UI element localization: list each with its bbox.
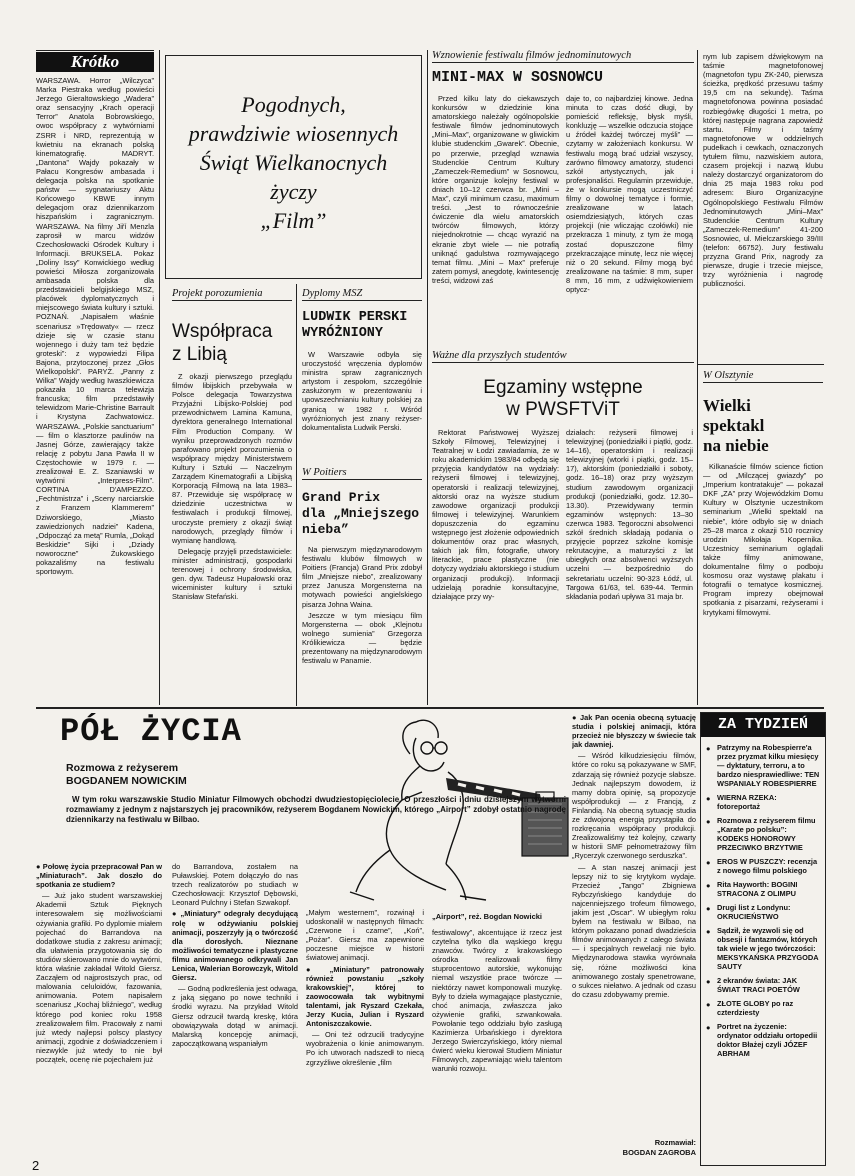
bullet-icon: ● [706,977,711,986]
minimax-title: MINI-MAX W SOSNOWCU [432,69,604,86]
polzycia-col-1 [36,862,162,1162]
list-item: ● WIERNA RZEKA: fotoreportaż [706,793,777,811]
greeting-line-3: Świąt Wielkanocnych [199,150,388,175]
wielki-body [703,462,823,705]
wspolpraca-kicker: Projekt porozumienia [172,288,292,301]
wielki-title [703,396,823,456]
wspolpraca-title-1: Współpraca [172,321,273,342]
krotko-title: Krótko [36,52,154,72]
bullet-icon: ● [172,909,181,919]
minimax-col-2 [566,94,693,369]
polzycia-col-5 [572,713,696,1113]
za-tydzien-box [700,712,826,1166]
bullet-icon: ● [706,858,711,867]
bullet-icon: ● [306,964,330,974]
question-4 [572,713,696,749]
greeting-line-1: Pogodnych, [241,92,346,117]
column-rule-1 [159,50,160,705]
column-rule-3 [697,50,698,705]
za-tydzien-title: ZA TYDZIEŃ [701,713,825,737]
grandprix-title-2: dla „Mniejszego [302,506,420,521]
page-number: 2 [32,1158,40,1173]
list-item: ● ZŁOTE GLOBY po raz czterdziesty [706,999,794,1017]
grandprix-body [302,545,422,705]
greeting-line-4: życzy [270,179,317,204]
minimax-text-2: daje to, co najbardziej kinowe. Jedna minuta to czas dość długi, by pomieścić refleksję, błysk myśli, konkluzję — wszelkie odczucia stojące u źródeł każdej twórczej myśli” — czytamy w założeniach konkursu. W festiwalu mogą brać udział wszyscy, zarówno filmowcy amatorzy, studenci szkół artystycznych, jak i profesjonaliści. Regulamin przewiduje, że w konkursie mogą uczestniczyć filmy o dowolnej tematyce i formie, zrealizowane w latach osiemdziesiątych, których czas projekcji (nie wliczając czołówki) nie przekracza 1 minuty, z tym że mogą zostać dopuszczone filmy przekraczające minutę, lecz nie więcej niż o 20 sekund. Filmy mogą być zrealizowane na taśmie: 8 mm, super 8 mm, 16 mm, z udźwiękowieniem optycz- [566,94,693,294]
wielki-title-1: Wielki [703,396,751,415]
za-tydzien-list [706,743,820,1058]
egzaminy-kicker: Ważne dla przyszłych studentów [432,350,694,363]
egzaminy-title-1: Egzaminy wstępne [483,377,643,398]
credit [572,1138,696,1158]
list-item: ● Sądził, że wyzwoli się od obsesji i fantazmów, których tak wiele w jego twórczości: MEKSYKAŃSKA PRZYGODA SAUTY [706,926,819,971]
list-item: ● Drugi list z Londynu: OKRUCIEŃSTWO [706,903,791,921]
wspolpraca-p1: Z okazji pierwszego przeglądu filmów libijskich przebywała w Polsce delegacja Towarzystwa Przyjaźni Libijsko-Polskiej pod przewodnictwem Lamina Kamuna, dyrektora generalnego International Film Production Company. W wyniku przeprowadzonych rozmów parafowano projekt porozumienia o współpracy między Ministerstwem Kultury i Sztuki — Naczelnym Zarządem Kinematografii a Libijską Korporacją Filmową na lata 1983–87. Przewiduje się współpracę w dziedzinie uczestnictwa w festiwalach i produkcji filmowej, uroczyste premiery z okazji świąt narodowych, przeglądy filmów i wymianę handlową. [172,372,292,545]
egzaminy-text-2: działach: reżyserii filmowej i telewizyjnej (poniedziałki i piątki, godz. 14–16), operatorskim i realizacji telewizyjnej (wtorki i piątki, godz. 15–17), aktorskim (poniedziałki i soboty, godz. 16–18) oraz przy wyższym studium zawodowym organizacji produkcji (poniedziałki, godz. 12.30–13.30). Przewidywany termin egzaminów wstępnych: 13–30 czerwca 1983. Tegoroczni absolwenci szkół średnich składają podania o przyjęcie poprzez szkolne komisje rekrutacyjne, a maturzyści z lat ubiegłych oraz absolwenci wyższych uczelni — bezpośrednio do sekretariatu uczelni: 90-323 Łódź, ul. Targowa 61/63, tel. 639-44. Termin składania podań upływa 31 maja br. [566,428,693,601]
easter-greeting-box [165,55,422,279]
wspolpraca-body [172,372,292,704]
egzaminy-title [432,377,694,421]
perski-body [302,350,422,460]
egzaminy-text-1: Rektorat Państwowej Wyższej Szkoły Filmowej, Telewizyjnej i Teatralnej w Łodzi zawiadamia, że w roku akademickim 1983/84 odbędą się przyjęcia kandydatów na wydziały: reżyserii filmowej i telewizyjnej, operatorski i realizacji telewizyjnej, aktorski oraz na wyższe studium zawodowe organizacji produkcji filmowej i telewizyjnej. Warunkiem dopuszczenia do egzaminu wstępnego jest złożenie odpowiednich dokumentów oraz prac własnych, takich jak film, fotografie, utwory literackie, prace plastyczne (nie dotyczy wydziału aktorskiego i studium organizacji produkcji). Informacji udzielają poradnie konsultacyjne, działające przy wy- [432,428,559,601]
perski-title [302,310,424,342]
grandprix-kicker: W Poitiers [302,467,422,480]
perski-kicker: Dyplomy MSZ [302,288,422,301]
question-1-text: Połowę życia przepracował Pan w „Miniaturach”. Jak doszło do spotkania ze studiem? [36,862,162,890]
answer-1: — Już jako student warszawskiej Akademii Sztuk Pięknych interesowałem się możliwościami ożywiania grafiki. Po dyplomie miałem pojechać do Barrandova na dodatkowe studia z zakresu animacji; dla ułatwienia przygotowania się do studiów skierowano mnie do wytwórni, która właśnie zakładał Witold Giersz. Zacząłem od najprostszych prac, od malowania celuloidów, fazowania, animowania. Potem napisałem scenariusz „Kochaj bliźniego”, według którego pod koniec roku 1958 zrealizowałem film. Pracowały z nami już wtedy najlepsi polscy plastycy animacji, zgodnie z doświadczeniem i niezwykle już wtedy to nie był początek, ocenę nie pojechałem już [36,891,162,1064]
bullet-icon: ● [706,1000,711,1009]
minimax-col-3 [703,52,823,360]
polzycia-subtitle-1: Rozmowa z reżyserem [66,762,179,774]
answer-3: — Oni też odrzucili tradycyjne wyobrażenia o kinie animowanym. Po ich utworach nadszedł to niecą zgrzyźliwe określenie „film [306,1030,424,1067]
egzaminy-title-2: w PWSFTViT [506,399,620,420]
wspolpraca-title-2: z Libią [172,344,227,365]
wielki-kicker: W Olsztynie [703,370,823,383]
question-2 [172,909,298,982]
list-item: ● Portret na życzenie: ordynator oddziału ortopedii doktor Błażej czyli JÓZEF ABRHAM [706,1022,818,1058]
greeting-line-2: prawdziwie wiosennych [188,121,399,146]
wspolpraca-p2: Delegację przyjęli przedstawiciele: minister administracji, gospodarki terenowej i ochrony środowiska, gen. dyw. Tadeusz Hupałowski oraz wiceminister kultury i sztuki Stanisław Stefański. [172,546,292,602]
perski-title-2: WYRÓŻNIONY [302,326,384,341]
perski-text: W Warszawie odbyła się uroczystość wręczenia dyplomów ministra spraw zagranicznych artystom i zespołom, szczególnie zasłużonym w prezentowaniu i upowszechnianiu kultury polskiej za granicą w 1982 r. Wśród wyróżnionych jest znany reżyser-dokumentalista Ludwik Perski. [302,350,422,432]
grandprix-title-3: nieba” [302,522,349,537]
grandprix-p1: Na pierwszym międzynarodowym festiwalu klubów filmowych w Poitiers (Francja) Grand Prix zdobył film „Mniejsze niebo”, zrealizowany przez Janusza Morgensterna na motywach powieści angielskiego pisarza Johna Waina. [302,545,422,609]
bullet-icon: ● [706,1023,711,1032]
polzycia-col-3 [306,908,424,1162]
credit-label: Rozmawiał: [654,1138,696,1147]
polzycia-subtitle [66,762,296,788]
question-3-text: „Miniatury” patronowały również powstaniu „szkoły krakowskiej”, której to zaowocowała tak wybitnymi talentami, jak Ryszard Czekała, Jerzy Kucia, Julian i Ryszard Antoniszczakowie. [306,964,424,1029]
answer-4: — Wśród kilkudziesięciu filmów, które co roku są pokazywane w SMF, zdarzają się również pozycje słabsze. Jednak najlepszym dowodem, iż mamy dobra opinię, są propozycje współprodukcji — z Francją, z Finlandią. Na obecną sytuację studia ze zdwojoną energią przystąpiła do rozkręcania współpracy produkcji. Zrealizowaliśmy też kolejny, czwarty w historii SMF pełnometrażowy film „Rycerzyk czerwonego serduszka”. [572,751,696,861]
krotko-text: WARSZAWA. Horror „Wilczyca” Marka Piestraka według powieści Jerzego Gieraltowskiego „Wadera” oraz sensacyjny „Krach operacji Terror” Anatola Bobrowskiego, owoc współpracy z wytwórniami ZSRR i NRD, reprezentują w kwietniu na ekranach polską kinematografię. MADRYT. „Dantona” Wajdy pokazały w Pałacu Kongresów ambasada i delegacja polska na spotkanie państw — sygnatariuszy Aktu Końcowego KBWE innym delegacjom oraz dziennikarzom hiszpańskim i zagranicznym. WARSZAWA. Na filmy Jiří Menzla zaprosił w marcu widzów Czechosłowacki Ośrodek Kultury i Informacji. BRUKSELA. Pokaz „Doliny Issy” Konwickiego według powieści Miłosza zorganizowała ambasada polska dla przedstawicieli belgijskiego MSZ, placówek dyplomatycznych i miejscowego świata kultury i sztuki. POZNAŃ. „Napisałem właśnie scenariusz »Trędowaty« — rzecz dzieje się w czasie stanu wojennego i duży tam też będzie groteski”: z wypowiedzi Filipa Bajona, przytoczonej przez „Głos Wielkopolski”. PARYŻ. „Panny z Wilka” Wajdy według Iwaszkiewicza pokazała 10 marca telewizja francuska; film przedstawiły telewidzom Marie-Christine Barrault i Krystyna Zachwatowicz. WARSZAWA. „Polskie sanctuarium” — film o klasztorze paulinów na Jasnej Górze, zawierający także relację z pobytu Jana Pawła II w Częstochowie w 1979 r. — zrealizował E. Z. Szaniawski w wytwórni „Interpress-Film”. CORTINA D'AMPEZZO. „Fechtmistrza” i „Sceny narciarskie z Franzem Klammerem” Dziworskiego, „Miasto zawiedzionych nadziei” Kadena, „Odpocząć za metą” Rumla, „Dokąd Beskidzie” Sijki i „Dziady noworoczne” Żukowskiego pokazaliśmy na festiwalu sportowym. [36,76,154,577]
wielki-text: Kilkanaście filmów science fiction — od „Milczącej gwiazdy” po „Imperium kontratakuje” — pokazał DKF „ZA” przy Wojewódzkim Domu Kultury w Olsztynie uczestnikom seminarium „Wielki spektakl na niebie”, które odbyło się w dniach 25–28 marca z okazji 510 rocznicy urodzin Mikołaja Kopernika. Uczestnicy seminarium oglądali także filmy animowane, dokumentalne filmy o podboju kosmosu oraz wystawę plakatu i fotografii o tematyce kosmicznej. Program imprezy obejmował spotkania z pisarzami, reżyserami i krytykami filmowymi. [703,462,823,617]
bullet-icon: ● [572,713,581,722]
bullet-icon: ● [706,794,711,803]
grandprix-title [302,490,424,538]
column-rule-inner [296,284,297,706]
minimax-col-1 [432,94,559,369]
question-2-text: „Miniatury” odegrały decydującą rolę w odżywianiu polskiej animacji, poszerzyły ją o twórczość dla dorosłych. Nieznane możliwości tematyczne i plastyczne filmu animowanego odkrywali Jan Lenica, Walerian Borowczyk, Witold Giersz. [172,909,298,983]
egzaminy-col-2 [566,428,693,705]
list-item: ● 2 ekranów świata: JAK ŚWIAT TRACI POETÓW [706,976,800,994]
answer-2: — Godną podkreślenia jest odwaga, z jaką sięgano po nowe techniki i środki wyrazu. Na przykład Witold Giersz odrzucił twardą kreskę, która obowiązywała dotąd w animacji. Malarską koncepcję animacji, zapoczątkowaną wspaniałym [172,984,298,1048]
list-item: ● Rozmowa z reżyserem filmu „Karate po polsku”: KODEKS HONOROWY PRZECIWKO BRZYTWIE [706,816,816,852]
minimax-text-1: Przed kilku laty do ciekawszych konkursów w dziedzinie kina amatorskiego należały ogólnopolskie festiwale filmów jednominutowych „Mini–Max”, organizowane w gliwickim klubie studenckim „Gwarek”. Obecnie, po przerwie, przegląd wznawia Studenckie Centrum Kultury „Zameczek-Remedium” w Sosnowcu, które organizuje kolejny festiwal w dniach 10–12 czerwca br. „Mini – Max”, czyli minimum czasu, maximum treści. „Jest to równocześnie ćwiczenie dla wielu amatorskich twórców filmowych, którzy niejednokrotnie — chcąc wyrazić na ekranie zbyt wiele — nie potrafią uniknąć gadulstwa rozmywającego temat filmu. „Mini – Max” preferuje zatem pomysł, anegdotę, kwintesencję treści, widzowi zaś [432,94,559,285]
polzycia-lead [66,795,566,847]
wielki-title-2: spektakl [703,416,765,435]
question-3 [306,965,424,1029]
grandprix-p2: Jeszcze w tym miesiącu film Morgensterna — obok „Klejnotu wolnego sumienia” Grzegorza Królikiewicza — będzie prezentowany na międzynarodowym festiwalu w Panamie. [302,610,422,666]
polzycia-col-4 [432,928,562,1162]
col3-continuation: „Małym westernem”, rozwinął i udoskonalił w następnych filmach: „Czerwone i czarne”, „Koń”, „Pożar”. Giersz ma zapewnione poczesne miejsce w historii światowej animacji. [306,908,424,963]
krotko-body [36,76,154,706]
col4-continuation: festiwalowy”, akcentujące iż rzecz jest czytelna tylko dla wąskiego kręgu znawców. Twórcy z krakowskiego ośrodka realizowali filmy stuprocentowo autorskie, wykonując niemal wszystkie prace twórcze — niektórzy nawet komponowali muzykę. Były to dzieła wymagające plastycznie, choć animacja, zwłaszcza jako ożywienie grafiki, szwankowała. Powołanie tego oddziału było zasługą Kazimierza Urbańskiego i dyrektora Jerzego Swierczyńskiego, który niemal ćwierć wieku kierował Studiem Miniatur Filmowych, zapewniając wielu talentom warunki rozwoju. [432,928,562,1074]
rule-wielki-top [698,364,824,365]
minimax-kicker: Wznowienie festiwalu filmów jednominutowych [432,50,694,63]
polzycia-title: PÓŁ ŻYCIA [60,713,242,750]
bullet-icon: ● [706,817,711,826]
top-rule-left [36,50,154,51]
list-item: ● Patrzymy na Robespierre'a przez pryzmat kilku miesięcy — dyktatury, terroru, a to bardzo niesprawiedliwe: TEN WSPANIAŁY ROBESPIERRE [706,743,820,788]
wspolpraca-title [172,320,292,366]
egzaminy-col-1 [432,428,559,705]
perski-title-1: LUDWIK PERSKI [302,310,408,325]
polzycia-col-2 [172,862,298,1162]
bullet-icon: ● [706,927,711,936]
list-item: ● EROS W PUSZCZY: recenzja z nowego filmu polskiego [706,857,818,875]
bullet-icon: ● [706,881,711,890]
illustration-caption: „Airport”, reż. Bogdan Nowicki [432,912,543,921]
wielki-title-3: na niebie [703,436,769,455]
col2-continuation: do Barrandova, zostałem na Puławskiej. Potem dołączyło do nas trzech realizatorów po studiach w Czechosłowacji: Krzysztof Dębowski, Leonard Pulchny i Stefan Szwakopf. [172,862,298,908]
question-4-text: Jak Pan ocenia obecną sytuację studia i polskiej animacji, która przecież nie błyszczy w świecie tak jak dawniej. [572,713,696,750]
bullet-icon: ● [706,904,711,913]
greeting-line-5: „Film” [260,208,327,233]
middle-rule [36,707,824,709]
answer-5: — A stan naszej animacji jest lepszy niż to się krytykom wydaje. Przecież „Tango” Zbigniewa Rybczyńskiego kandyduje do najcenniejszego trofeum filmowego, jakim jest „Oscar”. W ubiegłym roku byłem na festiwalu w Bilbao, na którym pokazano ponad dwadzieścia filmów animowanych z całego świata — i specjalnych rewelacji nie było. Międzynarodowa stawka wyrównała się, różne możliwości kina animowanego zostały spenetrowane, o sukces niełatwo. A jednak od czasu do czasu zdobywamy premie. [572,862,696,999]
list-item: ● Rita Hayworth: BOGINI STRACONA Z OLIMPU [706,880,798,898]
bullet-icon: ● [706,744,711,753]
bullet-icon: ● [36,862,43,871]
grandprix-title-1: Grand Prix [302,490,381,505]
minimax-text-3: nym lub zapisem dźwiękowym na taśmie magnetofonowej (magnetofon typu ZK-240, pierwsza ścieżka, prędkość przesuwu taśmy 19,5 cm na sekundę). Taśma magnetofonowa powinna posiadać rozbiegówkę długości 1 metra, po której następuje nagrana zapowiedź startu. Filmy i taśmy magnetofonowe w oddzielnych pudełkach i cewkach, oznaczonych tytułem filmu, nazwiskiem autora, czasem projekcji i nazwą klubu należy dostarczyć organizatorom do dnia 25 maja 1983 roku pod adresem: Biuro Organizacyjne Ogólnopolskiego Festiwalu Filmów Jednominutowych „Mini–Max” Studenckie Centrum Kultury „Zameczek-Remedium” 41-200 Sosnowiec, ul. Mielczarskiego 39/III (telefon: 66752). Jury festiwalu przyzna Grand Prix, nagrody za pierwsze, drugie i trzecie miejsce, trzy wyróżnienia i nagrodę publiczności. [703,52,823,289]
column-rule-2 [427,50,428,705]
credit-name: BOGDAN ZAGROBA [622,1148,696,1157]
polzycia-lead-text: W tym roku warszawskie Studio Miniatur Filmowych obchodzi dwudziestopięciolecie. O przeszłości i dniu dzisiejszym wytwórni rozmawiamy z jednym z najstarszych jej pracowników, reżyserem Bogdanem Nowickim, którego „Airport” zdobył ostatnio nagrodę dziennikarzy na festiwalu w Bilbao. [66,795,566,824]
question-1 [36,862,162,889]
polzycia-subtitle-2: BOGDANEM NOWICKIM [66,775,187,787]
